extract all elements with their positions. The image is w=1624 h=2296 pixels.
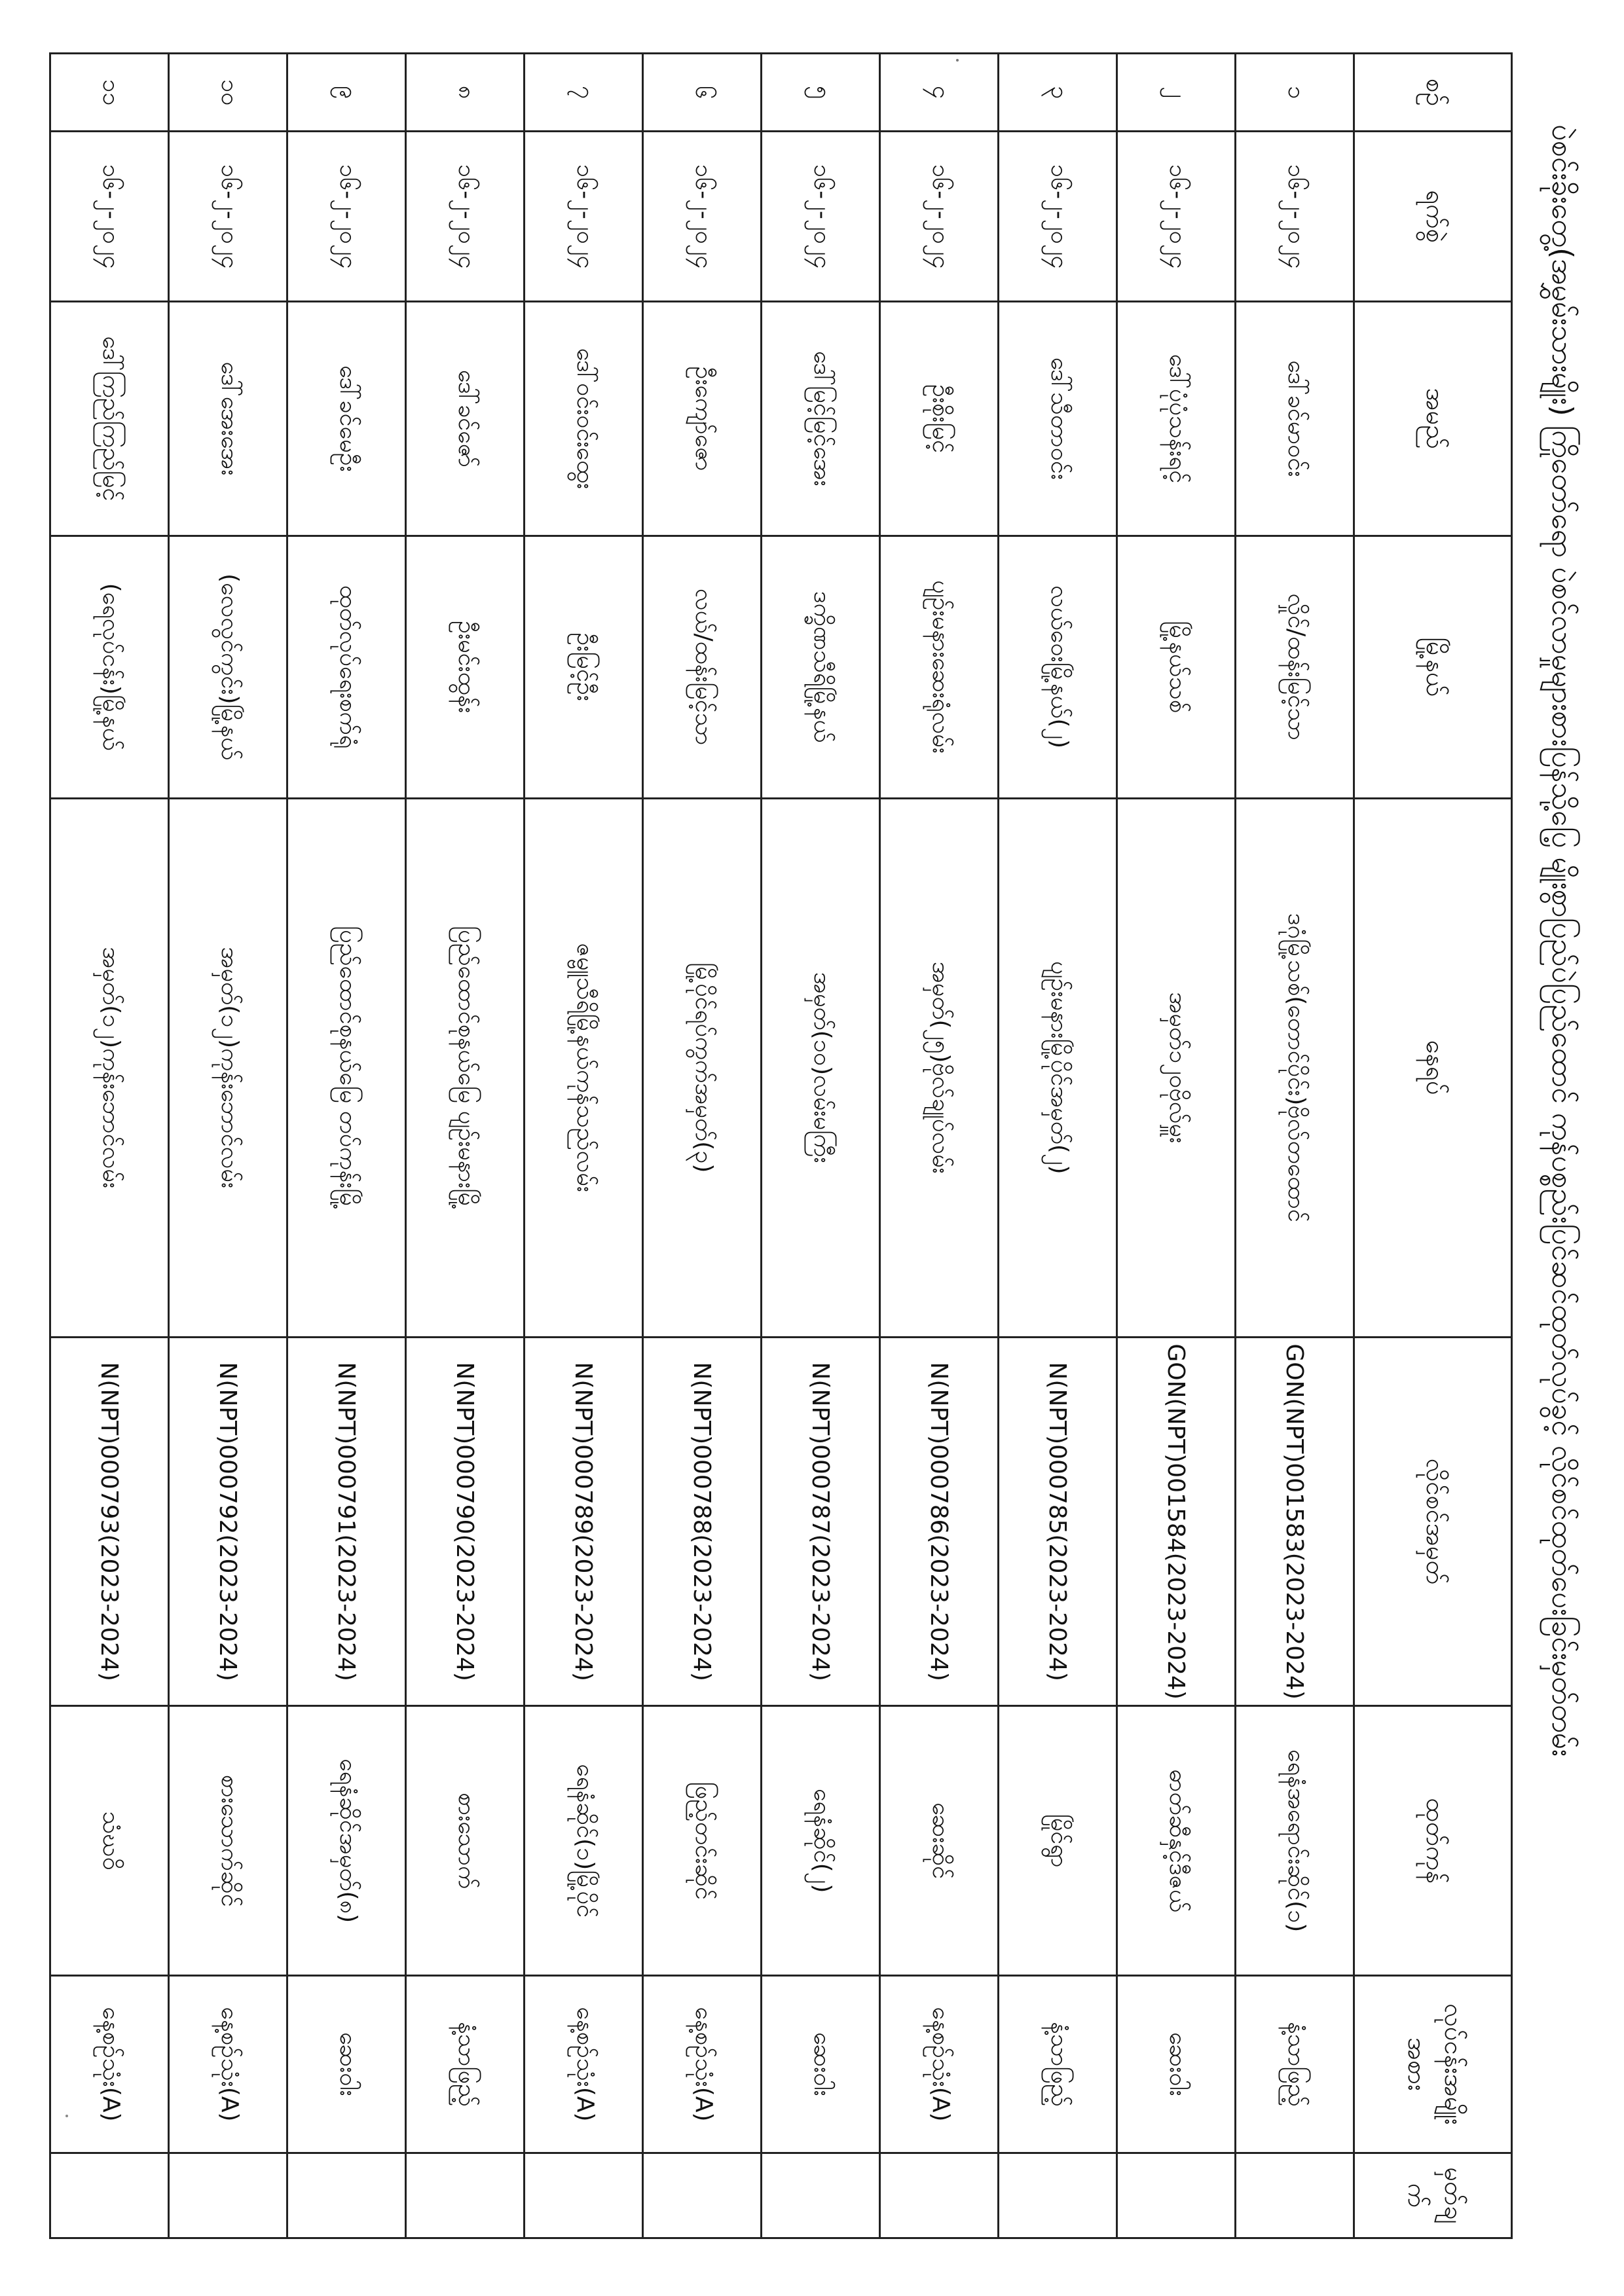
row-remark bbox=[880, 2153, 999, 2238]
row-address: အမှတ်(၂၅)ဗိုလ်ချုပ်လမ်း bbox=[880, 798, 999, 1337]
row-no: ၁ bbox=[1236, 54, 1354, 132]
row-remark bbox=[1236, 2153, 1354, 2238]
row-address: ပျဉ်းမနားမြို့ပိုင်အမှတ်(၂) bbox=[999, 798, 1117, 1337]
row-township: ဦးမြင့်ဦး bbox=[525, 536, 643, 798]
row-remark bbox=[406, 2153, 525, 2238]
row-remark bbox=[169, 2153, 287, 2238]
row-product: မြိုင်ရွာ bbox=[999, 1706, 1117, 1976]
row-township: (ရေလုပ်ငန်း)မြို့နယ် bbox=[50, 536, 169, 798]
row-remark bbox=[643, 2153, 762, 2238]
row-no: ၁၀ bbox=[169, 54, 287, 132]
table-row bbox=[287, 54, 406, 2238]
row-type: နံ့သာဖြည့် bbox=[1236, 1976, 1354, 2153]
row-product: သံဃဝိ bbox=[50, 1706, 169, 1976]
header-date: ရက်စွဲ bbox=[1354, 132, 1512, 302]
row-remark bbox=[287, 2153, 406, 2238]
row-remark bbox=[525, 2153, 643, 2238]
table-row bbox=[762, 54, 880, 2238]
row-township: လှိုင်/ထန်းမြင့်သာ bbox=[1236, 536, 1354, 798]
row-type: နံ့သာဖြည့် bbox=[406, 1976, 525, 2153]
row-address: ဒဂုံမြို့သစ်(တောင်ပိုင်း)ဗိုလ်တထောင် bbox=[1236, 798, 1354, 1337]
row-address: မြို့ပိုင်ရပ်ကွက်အမှတ်(၃) bbox=[643, 798, 762, 1337]
row-date: ၁၆-၂-၂၀၂၄ bbox=[999, 132, 1117, 302]
row-address: အမှတ်၁၂၀ဗိုလ်မှူး bbox=[1117, 798, 1236, 1337]
row-no: ၁၁ bbox=[50, 54, 169, 132]
row-address: အမှတ်(၁၂)ကုန်းဘောင်လမ်း bbox=[169, 798, 287, 1337]
row-no: ၂ bbox=[1117, 54, 1236, 132]
row-date: ၁၆-၂-၂၀၂၄ bbox=[643, 132, 762, 302]
row-license: GON(NPT)001583(2023-2024) bbox=[1236, 1337, 1354, 1705]
row-product: ရေနံဆိုင်(၂) bbox=[762, 1706, 880, 1976]
row-address: ဇမ္ဗူသီရိမြို့နယ်ကုန်သည်လမ်း bbox=[525, 798, 643, 1337]
table-row bbox=[643, 54, 762, 2238]
row-type: ဆေးဝါး bbox=[1117, 1976, 1236, 2153]
row-township: ပျဉ်းမနားဆေးရုံလမ်း bbox=[880, 536, 999, 798]
row-name: ဦးစိုးမြင့် bbox=[880, 302, 999, 536]
header-no: စဉ် bbox=[1354, 54, 1512, 132]
row-date: ၁၆-၂-၂၀၂၄ bbox=[880, 132, 999, 302]
table-header-row bbox=[1354, 54, 1512, 2238]
rotated-document bbox=[96, 52, 1611, 2239]
table-row bbox=[1236, 54, 1354, 2238]
row-type: နေ့စဉ်သုံး(A) bbox=[880, 1976, 999, 2153]
row-product: စားသောက် bbox=[406, 1706, 525, 1976]
row-no: ၃ bbox=[999, 54, 1117, 132]
table-row bbox=[50, 54, 169, 2238]
row-type: နံ့သာဖြည့် bbox=[999, 1976, 1117, 2153]
row-license: GON(NPT)001584(2023-2024) bbox=[1117, 1337, 1236, 1705]
table-row bbox=[169, 54, 287, 2238]
row-name: ဒေါ်ပုံပုံသန်းရင့် bbox=[1117, 302, 1236, 536]
row-name: ဒေါ်ခင်မေဦး bbox=[287, 302, 406, 536]
row-type: ဆေးဝါး bbox=[287, 1976, 406, 2153]
row-date: ၁၆-၂-၂၀၂၄ bbox=[169, 132, 287, 302]
row-date: ၁၆-၂-၂၀၂၄ bbox=[525, 132, 643, 302]
table-row bbox=[525, 54, 643, 2238]
row-type: နေ့စဉ်သုံး(A) bbox=[643, 1976, 762, 2153]
row-license: N(NPT)000791(2023-2024) bbox=[287, 1337, 406, 1705]
row-no: ၅ bbox=[762, 54, 880, 132]
row-no: ၄ bbox=[880, 54, 999, 132]
row-name: ဒေါ်ခင်ဇော် bbox=[406, 302, 525, 536]
row-date: ၁၆-၂-၂၀၂၄ bbox=[1236, 132, 1354, 302]
row-township: ဦးမင်းထွန်း bbox=[406, 536, 525, 798]
row-license: N(NPT)000790(2023-2024) bbox=[406, 1337, 525, 1705]
row-license: N(NPT)000793(2023-2024) bbox=[50, 1337, 169, 1705]
row-product: ဆေးဆိုင် bbox=[880, 1706, 999, 1976]
row-remark bbox=[999, 2153, 1117, 2238]
row-township: (လေလွင်ကွင်း)မြို့နယ် bbox=[169, 536, 287, 798]
row-name: ဦးကျော်ဇော bbox=[643, 302, 762, 536]
row-product: ဖြည့်တင်းဆိုင် bbox=[643, 1706, 762, 1976]
row-name: ဒေါ်ခင်မာဝင်း bbox=[1236, 302, 1354, 536]
row-remark bbox=[50, 2153, 169, 2238]
table-row bbox=[406, 54, 525, 2238]
row-date: ၁၆-၂-၂၀၂၄ bbox=[406, 132, 525, 302]
row-no: ၆ bbox=[643, 54, 762, 132]
row-license: N(NPT)000785(2023-2024) bbox=[999, 1337, 1117, 1705]
row-no: ၉ bbox=[287, 54, 406, 132]
row-license: N(NPT)000792(2023-2024) bbox=[169, 1337, 287, 1705]
row-township: လယ်ဝေးမြို့နယ်(၂) bbox=[999, 536, 1117, 798]
header-name: အမည် bbox=[1354, 302, 1512, 536]
row-license: N(NPT)000786(2023-2024) bbox=[880, 1337, 999, 1705]
license-register-table bbox=[49, 52, 1513, 2239]
header-remark: မှတ်ချက် bbox=[1354, 2153, 1512, 2238]
row-township: မြို့နယ်သစ် bbox=[1117, 536, 1236, 798]
row-remark bbox=[1117, 2153, 1236, 2238]
row-name: ဒေါ်မြင့်မြင့်အေး bbox=[762, 302, 880, 536]
row-name: ဒေါ်ဝင်းဝင်းထွေး bbox=[525, 302, 643, 536]
row-township: ထုတ်လုပ်ရေးစက်ရုံ bbox=[287, 536, 406, 798]
row-no: ၇ bbox=[525, 54, 643, 132]
row-type: နေ့စဉ်သုံး(A) bbox=[50, 1976, 169, 2153]
row-address: အမှတ်(၁၀)လမ်းမကြီး bbox=[762, 798, 880, 1337]
row-license: N(NPT)000788(2023-2024) bbox=[643, 1337, 762, 1705]
row-remark bbox=[762, 2153, 880, 2238]
row-product: ရေနံဆိုင်(၁)မြို့ပိုင် bbox=[525, 1706, 643, 1976]
header-address: နေရပ် bbox=[1354, 798, 1512, 1337]
table-row bbox=[880, 54, 999, 2238]
row-type: ဆေးဝါး bbox=[762, 1976, 880, 2153]
table-row bbox=[1117, 54, 1236, 2238]
header-product: ထုတ်ကုန် bbox=[1354, 1706, 1512, 1976]
row-type: နေ့စဉ်သုံး(A) bbox=[525, 1976, 643, 2153]
row-township: ဒက္ခိဏသီရိမြို့နယ် bbox=[762, 536, 880, 798]
row-product: ရေနံအရောင်းဆိုင်(၁) bbox=[1236, 1706, 1354, 1976]
row-date: ၁၆-၂-၂၀၂၄ bbox=[1117, 132, 1236, 302]
row-name: ဒေါ်သီတာဝင်း bbox=[999, 302, 1117, 536]
document-title: ပဲစင်းခိုးတွေ့(အမွှမ်းသားမျိုး) ကြိုတော်ရော ပဲစင်လာမှုများစားပြန်သို့ပြေ့ မျိုးစွာပြည်ပဲပြည်ထောင် ကုန်ပစ္စည်းပြင်ဆင်ထုတ်လုပ်ခွင့် လိုင်စင်ထုတ်ပေးခြင်းမှတ်တမ်း bbox=[1545, 124, 1579, 1757]
table-row bbox=[999, 54, 1117, 2238]
header-business-type: လုပ်ငန်းအမျိုးအစား bbox=[1354, 1976, 1512, 2153]
row-name: ဒေါ်အေးအေး bbox=[169, 302, 287, 536]
row-address: ပြည်ထောင်စုနယ်မြေ ပျဉ်းမနားမြို့ bbox=[406, 798, 525, 1337]
row-license: N(NPT)000789(2023-2024) bbox=[525, 1337, 643, 1705]
header-township: မြို့နယ် bbox=[1354, 536, 1512, 798]
row-date: ၁၆-၂-၂၀၂၄ bbox=[287, 132, 406, 302]
row-address: အမှတ်(၁၂)ကုန်းဘောင်လမ်း bbox=[50, 798, 169, 1337]
row-name: ဒေါ်ကြည်ကြည်မြင့် bbox=[50, 302, 169, 536]
row-product: ရေနံဆိုင်အမှတ်(၈) bbox=[287, 1706, 406, 1976]
row-product: ဓာတ်ဆီနှင့်ဒီဇယ် bbox=[1117, 1706, 1236, 1976]
row-address: ပြည်ထောင်စုနယ်မြေ တပ်ကုန်းမြို့ bbox=[287, 798, 406, 1337]
header-license-no: လိုင်စင်အမှတ် bbox=[1354, 1337, 1512, 1705]
row-date: ၁၆-၂-၂၀၂၄ bbox=[762, 132, 880, 302]
row-license: N(NPT)000787(2023-2024) bbox=[762, 1337, 880, 1705]
row-date: ၁၆-၂-၂၀၂၄ bbox=[50, 132, 169, 302]
row-type: နေ့စဉ်သုံး(A) bbox=[169, 1976, 287, 2153]
row-township: လယ်/ထန်းမြင့်သာ bbox=[643, 536, 762, 798]
row-product: စားသောက်ဆိုင် bbox=[169, 1706, 287, 1976]
row-no: ၈ bbox=[406, 54, 525, 132]
